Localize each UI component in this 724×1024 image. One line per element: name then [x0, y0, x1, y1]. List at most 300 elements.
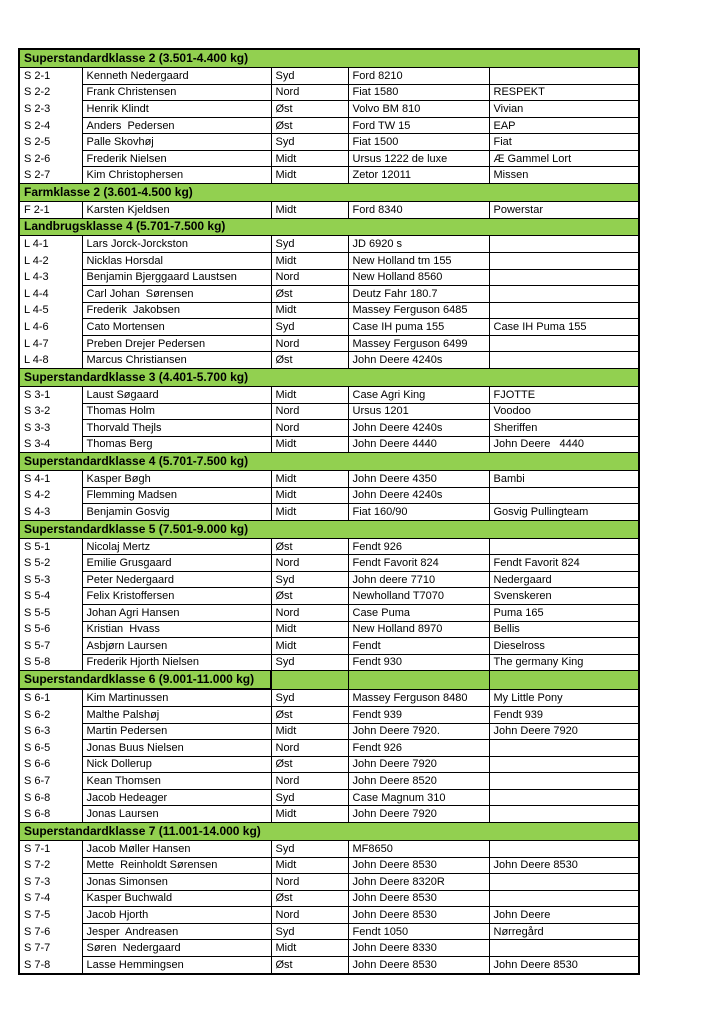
cell-team: Gosvig Pullingteam — [489, 504, 639, 521]
cell-tractor: Fiat 1580 — [348, 84, 489, 101]
cell-id: S 2-4 — [19, 117, 82, 134]
cell-region: Midt — [271, 167, 348, 184]
cell-region: Øst — [271, 588, 348, 605]
table-row — [19, 117, 639, 134]
cell-id: S 3-2 — [19, 403, 82, 420]
cell-tractor: Fiat 160/90 — [348, 504, 489, 521]
table-row — [19, 504, 639, 521]
cell-id: L 4-6 — [19, 319, 82, 336]
cell-region: Nord — [271, 420, 348, 437]
cell-name: Martin Pedersen — [82, 723, 271, 740]
cell-region: Midt — [271, 201, 348, 218]
cell-tractor: New Holland tm 155 — [348, 253, 489, 270]
section-title: Superstandardklasse 5 (7.501-9.000 kg) — [19, 520, 639, 538]
section-header-empty-cell — [348, 671, 489, 690]
table-row — [19, 555, 639, 572]
section-header-row — [19, 368, 639, 386]
cell-region: Nord — [271, 907, 348, 924]
cell-name: Frederik Jakobsen — [82, 302, 271, 319]
cell-tractor: John Deere 7920 — [348, 806, 489, 823]
cell-team: The germany King — [489, 654, 639, 671]
section-header-row — [19, 49, 639, 68]
cell-region: Syd — [271, 236, 348, 253]
cell-name: Jacob Hedeager — [82, 789, 271, 806]
cell-id: S 7-4 — [19, 890, 82, 907]
cell-region: Øst — [271, 956, 348, 974]
cell-tractor: Ford TW 15 — [348, 117, 489, 134]
cell-id: S 7-7 — [19, 940, 82, 957]
cell-tractor: John Deere 8320R — [348, 874, 489, 891]
cell-region: Syd — [271, 319, 348, 336]
cell-name: Karsten Kjeldsen — [82, 201, 271, 218]
table-row — [19, 605, 639, 622]
cell-team: John Deere 7920 — [489, 723, 639, 740]
cell-team: Voodoo — [489, 403, 639, 420]
cell-tractor: Ursus 1222 de luxe — [348, 150, 489, 167]
cell-region: Midt — [271, 436, 348, 453]
cell-id: S 4-1 — [19, 471, 82, 488]
cell-team — [489, 890, 639, 907]
cell-team — [489, 940, 639, 957]
cell-name: Kean Thomsen — [82, 773, 271, 790]
cell-region: Øst — [271, 890, 348, 907]
cell-team: RESPEKT — [489, 84, 639, 101]
cell-region: Nord — [271, 403, 348, 420]
table-row — [19, 487, 639, 504]
cell-region: Syd — [271, 923, 348, 940]
cell-id: S 3-3 — [19, 420, 82, 437]
table-row — [19, 756, 639, 773]
table-row — [19, 134, 639, 151]
cell-id: S 7-5 — [19, 907, 82, 924]
cell-id: S 3-4 — [19, 436, 82, 453]
cell-team: Æ Gammel Lort — [489, 150, 639, 167]
cell-region: Midt — [271, 487, 348, 504]
cell-region: Øst — [271, 286, 348, 303]
cell-region: Øst — [271, 101, 348, 118]
cell-name: Kim Christophersen — [82, 167, 271, 184]
cell-tractor: John Deere 4350 — [348, 471, 489, 488]
cell-region: Nord — [271, 605, 348, 622]
cell-team: John Deere 8530 — [489, 956, 639, 974]
cell-name: Jesper Andreasen — [82, 923, 271, 940]
cell-region: Midt — [271, 386, 348, 403]
table-row — [19, 907, 639, 924]
cell-tractor: John Deere 8530 — [348, 956, 489, 974]
cell-name: Cato Mortensen — [82, 319, 271, 336]
cell-tractor: Fendt Favorit 824 — [348, 555, 489, 572]
cell-id: L 4-7 — [19, 335, 82, 352]
cell-team — [489, 789, 639, 806]
cell-team: Fiat — [489, 134, 639, 151]
section-header-row — [19, 453, 639, 471]
cell-region: Syd — [271, 68, 348, 85]
cell-tractor: John Deere 4240s — [348, 352, 489, 369]
table-row — [19, 538, 639, 555]
cell-team: Svenskeren — [489, 588, 639, 605]
cell-name: Jacob Møller Hansen — [82, 840, 271, 857]
table-row — [19, 588, 639, 605]
cell-team: Nørregård — [489, 923, 639, 940]
cell-tractor: JD 6920 s — [348, 236, 489, 253]
cell-region: Syd — [271, 654, 348, 671]
cell-name: Jonas Buus Nielsen — [82, 740, 271, 757]
cell-team: Case IH Puma 155 — [489, 319, 639, 336]
cell-id: S 5-1 — [19, 538, 82, 555]
cell-team: My Little Pony — [489, 689, 639, 706]
cell-id: S 6-1 — [19, 689, 82, 706]
cell-id: S 7-3 — [19, 874, 82, 891]
cell-tractor: John Deere 8530 — [348, 857, 489, 874]
cell-tractor: Ford 8340 — [348, 201, 489, 218]
cell-tractor: Newholland T7070 — [348, 588, 489, 605]
cell-id: S 2-2 — [19, 84, 82, 101]
cell-team: Fendt 939 — [489, 707, 639, 724]
cell-tractor: Case IH puma 155 — [348, 319, 489, 336]
cell-name: Lasse Hemmingsen — [82, 956, 271, 974]
cell-team — [489, 302, 639, 319]
table-row — [19, 689, 639, 706]
cell-tractor: Massey Ferguson 6499 — [348, 335, 489, 352]
cell-id: S 7-6 — [19, 923, 82, 940]
section-header-row — [19, 184, 639, 202]
cell-id: S 6-2 — [19, 707, 82, 724]
cell-region: Midt — [271, 940, 348, 957]
table-row — [19, 101, 639, 118]
cell-team — [489, 269, 639, 286]
table-row — [19, 201, 639, 218]
cell-id: L 4-2 — [19, 253, 82, 270]
cell-region: Øst — [271, 117, 348, 134]
cell-team: EAP — [489, 117, 639, 134]
cell-team: John Deere 4440 — [489, 436, 639, 453]
cell-name: Jacob Hjorth — [82, 907, 271, 924]
table-row — [19, 923, 639, 940]
cell-id: S 6-5 — [19, 740, 82, 757]
cell-tractor: John Deere 4240s — [348, 487, 489, 504]
cell-id: S 2-5 — [19, 134, 82, 151]
cell-name: Thorvald Thejls — [82, 420, 271, 437]
cell-region: Midt — [271, 504, 348, 521]
cell-id: S 6-8 — [19, 789, 82, 806]
cell-name: Benjamin Gosvig — [82, 504, 271, 521]
cell-id: L 4-8 — [19, 352, 82, 369]
cell-name: Felix Kristoffersen — [82, 588, 271, 605]
cell-tractor: John Deere 8530 — [348, 890, 489, 907]
cell-tractor: Fendt 926 — [348, 740, 489, 757]
cell-name: Emilie Grusgaard — [82, 555, 271, 572]
cell-tractor: Fendt 1050 — [348, 923, 489, 940]
cell-tractor: New Holland 8560 — [348, 269, 489, 286]
cell-name: Malthe Palshøj — [82, 707, 271, 724]
table-row — [19, 638, 639, 655]
cell-region: Syd — [271, 689, 348, 706]
cell-name: Preben Drejer Pedersen — [82, 335, 271, 352]
cell-name: Lars Jorck-Jorckston — [82, 236, 271, 253]
cell-name: Frederik Hjorth Nielsen — [82, 654, 271, 671]
cell-id: S 5-2 — [19, 555, 82, 572]
table-row — [19, 874, 639, 891]
cell-tractor: Fendt — [348, 638, 489, 655]
cell-region: Nord — [271, 874, 348, 891]
cell-tractor: Fiat 1500 — [348, 134, 489, 151]
cell-name: Carl Johan Sørensen — [82, 286, 271, 303]
cell-team — [489, 253, 639, 270]
cell-tractor: Massey Ferguson 6485 — [348, 302, 489, 319]
cell-name: Kenneth Nedergaard — [82, 68, 271, 85]
cell-name: Asbjørn Laursen — [82, 638, 271, 655]
cell-region: Midt — [271, 150, 348, 167]
cell-name: Benjamin Bjerggaard Laustsen — [82, 269, 271, 286]
table-row — [19, 420, 639, 437]
table-row — [19, 571, 639, 588]
cell-id: S 6-3 — [19, 723, 82, 740]
cell-id: S 5-6 — [19, 621, 82, 638]
cell-team: Missen — [489, 167, 639, 184]
cell-tractor: John Deere 8530 — [348, 907, 489, 924]
cell-region: Øst — [271, 756, 348, 773]
cell-id: S 2-1 — [19, 68, 82, 85]
table-row — [19, 940, 639, 957]
cell-id: L 4-3 — [19, 269, 82, 286]
cell-region: Midt — [271, 857, 348, 874]
cell-team: Nedergaard — [489, 571, 639, 588]
table-row — [19, 84, 639, 101]
cell-team: FJOTTE — [489, 386, 639, 403]
cell-tractor: John Deere 8520 — [348, 773, 489, 790]
cell-tractor: New Holland 8970 — [348, 621, 489, 638]
cell-tractor: MF8650 — [348, 840, 489, 857]
section-title: Superstandardklasse 3 (4.401-5.700 kg) — [19, 368, 639, 386]
cell-name: Henrik Klindt — [82, 101, 271, 118]
cell-id: S 2-7 — [19, 167, 82, 184]
cell-name: Peter Nedergaard — [82, 571, 271, 588]
cell-id: S 6-7 — [19, 773, 82, 790]
cell-team — [489, 286, 639, 303]
cell-tractor: Deutz Fahr 180.7 — [348, 286, 489, 303]
cell-team — [489, 740, 639, 757]
cell-name: Frank Christensen — [82, 84, 271, 101]
cell-tractor: Fendt 939 — [348, 707, 489, 724]
cell-tractor: Fendt 930 — [348, 654, 489, 671]
cell-name: Thomas Holm — [82, 403, 271, 420]
table-row — [19, 773, 639, 790]
cell-name: Marcus Christiansen — [82, 352, 271, 369]
section-title: Superstandardklasse 7 (11.001-14.000 kg) — [19, 823, 639, 841]
cell-name: Jonas Laursen — [82, 806, 271, 823]
cell-team: John Deere 8530 — [489, 857, 639, 874]
cell-id: S 6-8 — [19, 806, 82, 823]
cell-id: S 5-7 — [19, 638, 82, 655]
section-title: Farmklasse 2 (3.601-4.500 kg) — [19, 184, 639, 202]
cell-tractor: John Deere 7920 — [348, 756, 489, 773]
cell-tractor: Case Magnum 310 — [348, 789, 489, 806]
table-row — [19, 302, 639, 319]
cell-id: L 4-1 — [19, 236, 82, 253]
section-title: Superstandardklasse 6 (9.001-11.000 kg) — [19, 671, 271, 690]
cell-id: F 2-1 — [19, 201, 82, 218]
cell-team: Sheriffen — [489, 420, 639, 437]
table-row — [19, 857, 639, 874]
cell-region: Nord — [271, 269, 348, 286]
table-row — [19, 436, 639, 453]
cell-name: Flemming Madsen — [82, 487, 271, 504]
cell-name: Nicklas Horsdal — [82, 253, 271, 270]
cell-region: Midt — [271, 302, 348, 319]
cell-region: Syd — [271, 840, 348, 857]
cell-region: Nord — [271, 773, 348, 790]
cell-tractor: Case Puma — [348, 605, 489, 622]
table-row — [19, 840, 639, 857]
table-row — [19, 956, 639, 974]
table-row — [19, 286, 639, 303]
cell-team: Vivian — [489, 101, 639, 118]
section-header-empty-cell — [489, 671, 639, 690]
cell-team — [489, 68, 639, 85]
cell-region: Midt — [271, 806, 348, 823]
cell-team — [489, 538, 639, 555]
cell-id: S 5-5 — [19, 605, 82, 622]
cell-name: Jonas Simonsen — [82, 874, 271, 891]
section-header-row — [19, 520, 639, 538]
table-row — [19, 654, 639, 671]
cell-team — [489, 840, 639, 857]
cell-region: Midt — [271, 638, 348, 655]
section-header-empty-cell — [271, 671, 348, 690]
cell-region: Nord — [271, 335, 348, 352]
cell-team — [489, 352, 639, 369]
cell-name: Kristian Hvass — [82, 621, 271, 638]
cell-region: Syd — [271, 134, 348, 151]
cell-tractor: John Deere 7920. — [348, 723, 489, 740]
cell-name: Kasper Buchwald — [82, 890, 271, 907]
cell-team: Bellis — [489, 621, 639, 638]
section-title: Landbrugsklasse 4 (5.701-7.500 kg) — [19, 218, 639, 236]
cell-id: S 2-6 — [19, 150, 82, 167]
cell-name: Mette Reinholdt Sørensen — [82, 857, 271, 874]
cell-name: Søren Nedergaard — [82, 940, 271, 957]
cell-region: Midt — [271, 621, 348, 638]
cell-id: S 7-2 — [19, 857, 82, 874]
cell-team: Powerstar — [489, 201, 639, 218]
cell-name: Nick Dollerup — [82, 756, 271, 773]
cell-tractor: John deere 7710 — [348, 571, 489, 588]
section-header-row — [19, 823, 639, 841]
cell-tractor: Ursus 1201 — [348, 403, 489, 420]
cell-tractor: John Deere 8330 — [348, 940, 489, 957]
cell-team — [489, 487, 639, 504]
table-row — [19, 740, 639, 757]
cell-name: Johan Agri Hansen — [82, 605, 271, 622]
cell-id: S 4-3 — [19, 504, 82, 521]
section-title: Superstandardklasse 2 (3.501-4.400 kg) — [19, 49, 639, 68]
cell-id: S 5-8 — [19, 654, 82, 671]
cell-name: Nicolaj Mertz — [82, 538, 271, 555]
table-row — [19, 167, 639, 184]
cell-region: Midt — [271, 723, 348, 740]
cell-region: Syd — [271, 571, 348, 588]
cell-name: Anders Pedersen — [82, 117, 271, 134]
table-row — [19, 68, 639, 85]
cell-region: Syd — [271, 789, 348, 806]
cell-id: S 5-3 — [19, 571, 82, 588]
cell-id: L 4-5 — [19, 302, 82, 319]
cell-team — [489, 773, 639, 790]
cell-team — [489, 806, 639, 823]
cell-id: S 7-8 — [19, 956, 82, 974]
table-row — [19, 621, 639, 638]
cell-id: L 4-4 — [19, 286, 82, 303]
cell-id: S 4-2 — [19, 487, 82, 504]
section-header-row — [19, 218, 639, 236]
cell-name: Frederik Nielsen — [82, 150, 271, 167]
table-row — [19, 236, 639, 253]
competitor-roster-table — [18, 48, 640, 975]
table-row — [19, 890, 639, 907]
cell-tractor: Fendt 926 — [348, 538, 489, 555]
table-row — [19, 403, 639, 420]
table-row — [19, 269, 639, 286]
table-row — [19, 806, 639, 823]
table-row — [19, 789, 639, 806]
cell-name: Kasper Bøgh — [82, 471, 271, 488]
section-title: Superstandardklasse 4 (5.701-7.500 kg) — [19, 453, 639, 471]
cell-team: John Deere — [489, 907, 639, 924]
cell-tractor: Ford 8210 — [348, 68, 489, 85]
cell-region: Nord — [271, 84, 348, 101]
cell-tractor: Volvo BM 810 — [348, 101, 489, 118]
cell-id: S 5-4 — [19, 588, 82, 605]
cell-name: Laust Søgaard — [82, 386, 271, 403]
cell-region: Øst — [271, 352, 348, 369]
cell-tractor: Case Agri King — [348, 386, 489, 403]
table-row — [19, 707, 639, 724]
cell-id: S 2-3 — [19, 101, 82, 118]
cell-region: Nord — [271, 740, 348, 757]
table-row — [19, 471, 639, 488]
cell-team: Fendt Favorit 824 — [489, 555, 639, 572]
cell-region: Midt — [271, 253, 348, 270]
cell-tractor: John Deere 4440 — [348, 436, 489, 453]
cell-team — [489, 236, 639, 253]
cell-tractor: Massey Ferguson 8480 — [348, 689, 489, 706]
section-header-row — [19, 671, 639, 690]
cell-region: Midt — [271, 471, 348, 488]
cell-team: Bambi — [489, 471, 639, 488]
cell-id: S 3-1 — [19, 386, 82, 403]
cell-name: Thomas Berg — [82, 436, 271, 453]
cell-name: Palle Skovhøj — [82, 134, 271, 151]
cell-team — [489, 335, 639, 352]
table-row — [19, 335, 639, 352]
cell-tractor: Zetor 12011 — [348, 167, 489, 184]
cell-id: S 6-6 — [19, 756, 82, 773]
table-row — [19, 386, 639, 403]
cell-region: Øst — [271, 538, 348, 555]
cell-name: Kim Martinussen — [82, 689, 271, 706]
table-row — [19, 723, 639, 740]
table-row — [19, 352, 639, 369]
cell-region: Nord — [271, 555, 348, 572]
table-row — [19, 253, 639, 270]
cell-team: Puma 165 — [489, 605, 639, 622]
table-row — [19, 319, 639, 336]
cell-tractor: John Deere 4240s — [348, 420, 489, 437]
cell-id: S 7-1 — [19, 840, 82, 857]
cell-team: Dieselross — [489, 638, 639, 655]
table-row — [19, 150, 639, 167]
cell-team — [489, 874, 639, 891]
